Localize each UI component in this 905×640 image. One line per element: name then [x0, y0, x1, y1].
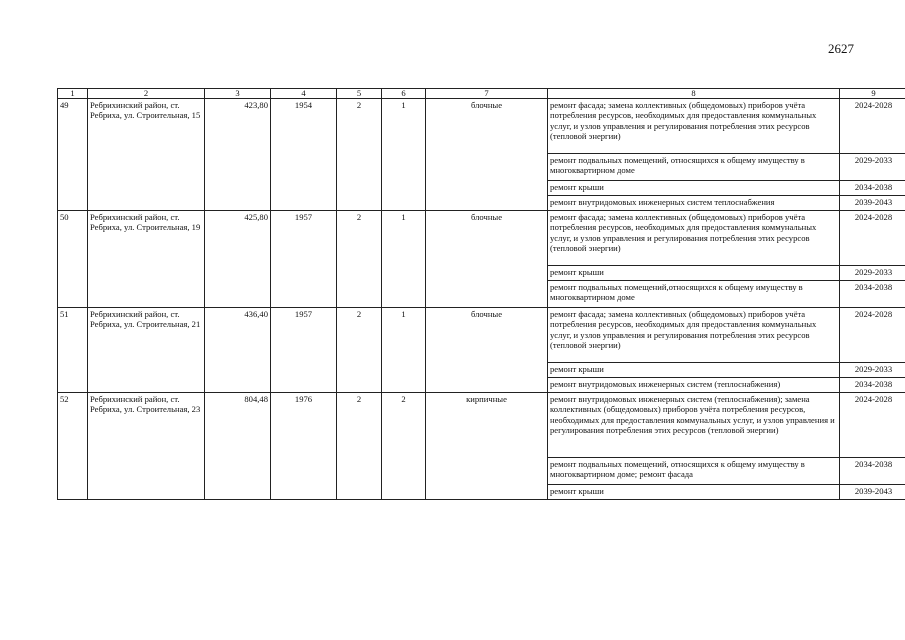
table-row: [58, 393, 905, 458]
column-number: 2: [88, 89, 205, 99]
wall-material: кирпичные: [426, 393, 548, 500]
column-number: 7: [426, 89, 548, 99]
row-number: 49: [58, 99, 88, 211]
entrances-count: 1: [382, 211, 426, 308]
table-row: [58, 211, 905, 266]
repair-work: ремонт внутридомовых инженерных систем теплоснабжения: [548, 196, 840, 211]
wall-material: блочные: [426, 99, 548, 211]
wall-material: блочные: [426, 308, 548, 393]
building-area: 804,48: [205, 393, 271, 500]
row-number: 52: [58, 393, 88, 500]
repair-work: ремонт крыши: [548, 181, 840, 196]
building-area: 436,40: [205, 308, 271, 393]
floors-count: 2: [337, 211, 382, 308]
repair-work: ремонт фасада; замена коллективных (общедомовых) приборов учёта потребления ресурсов, необходимых для предоставления коммунальных услуг, и узлов управления и регулирования потребления этих ресурсов (тепловой энергии): [548, 211, 840, 266]
repair-work: ремонт подвальных помещений, относящихся к общему имуществу в многоквартирном доме; ремонт фасада: [548, 458, 840, 485]
repair-work: ремонт внутридомовых инженерных систем (теплоснабжения): [548, 378, 840, 393]
column-number: 9: [840, 89, 905, 99]
column-number: 1: [58, 89, 88, 99]
construction-year: 1954: [271, 99, 337, 211]
repair-work: ремонт подвальных помещений, относящихся к общему имуществу в многоквартирном доме: [548, 154, 840, 181]
repair-work: ремонт крыши: [548, 485, 840, 500]
repair-work: ремонт крыши: [548, 363, 840, 378]
repair-period: 2024-2028: [840, 308, 905, 363]
construction-year: 1957: [271, 211, 337, 308]
page-number: 2627: [828, 41, 854, 56]
repair-period: 2034-2038: [840, 378, 905, 393]
column-number: 3: [205, 89, 271, 99]
wall-material: блочные: [426, 211, 548, 308]
repair-period: 2024-2028: [840, 99, 905, 154]
column-number-row: [58, 89, 905, 99]
floors-count: 2: [337, 99, 382, 211]
repair-period: 2029-2033: [840, 266, 905, 281]
repair-work: ремонт внутридомовых инженерных систем (теплоснабжения); замена коллективных (общедомовых) приборов учёта потребления ресурсов, необходимых для предоставления коммунальных услуг, и узлов управления и регулирования потребления этих ресурсов (тепловой энергии): [548, 393, 840, 458]
table-row: [58, 308, 905, 363]
column-number: 8: [548, 89, 840, 99]
repair-period: 2024-2028: [840, 393, 905, 458]
column-number: 4: [271, 89, 337, 99]
repair-work: ремонт фасада; замена коллективных (общедомовых) приборов учёта потребления ресурсов, необходимых для предоставления коммунальных услуг, и узлов управления и регулирования потребления этих ресурсов (тепловой энергии): [548, 99, 840, 154]
column-number: 6: [382, 89, 426, 99]
repair-period: 2034-2038: [840, 181, 905, 196]
repair-period: 2034-2038: [840, 281, 905, 308]
construction-year: 1976: [271, 393, 337, 500]
construction-year: 1957: [271, 308, 337, 393]
column-number: 5: [337, 89, 382, 99]
entrances-count: 1: [382, 308, 426, 393]
repair-period: 2029-2033: [840, 363, 905, 378]
floors-count: 2: [337, 393, 382, 500]
floors-count: 2: [337, 308, 382, 393]
repair-period: 2034-2038: [840, 458, 905, 485]
building-address: Ребрихинский район, ст. Ребриха, ул. Строительная, 15: [88, 99, 205, 211]
repair-work: ремонт подвальных помещений,относящихся к общему имуществу в многоквартирном доме: [548, 281, 840, 308]
repair-work: ремонт фасада; замена коллективных (общедомовых) приборов учёта потребления ресурсов, необходимых для предоставления коммунальных услуг, и узлов управления и регулирования потребления этих ресурсов (тепловой энергии): [548, 308, 840, 363]
building-address: Ребрихинский район, ст. Ребриха, ул. Строительная, 23: [88, 393, 205, 500]
repair-period: 2039-2043: [840, 196, 905, 211]
row-number: 51: [58, 308, 88, 393]
capital-repair-table: [57, 88, 905, 500]
repair-period: 2024-2028: [840, 211, 905, 266]
row-number: 50: [58, 211, 88, 308]
repair-work: ремонт крыши: [548, 266, 840, 281]
building-area: 423,80: [205, 99, 271, 211]
repair-period: 2029-2033: [840, 154, 905, 181]
entrances-count: 1: [382, 99, 426, 211]
entrances-count: 2: [382, 393, 426, 500]
repair-period: 2039-2043: [840, 485, 905, 500]
building-address: Ребрихинский район, ст. Ребриха, ул. Строительная, 19: [88, 211, 205, 308]
building-area: 425,80: [205, 211, 271, 308]
building-address: Ребрихинский район, ст. Ребриха, ул. Строительная, 21: [88, 308, 205, 393]
table-row: [58, 99, 905, 154]
